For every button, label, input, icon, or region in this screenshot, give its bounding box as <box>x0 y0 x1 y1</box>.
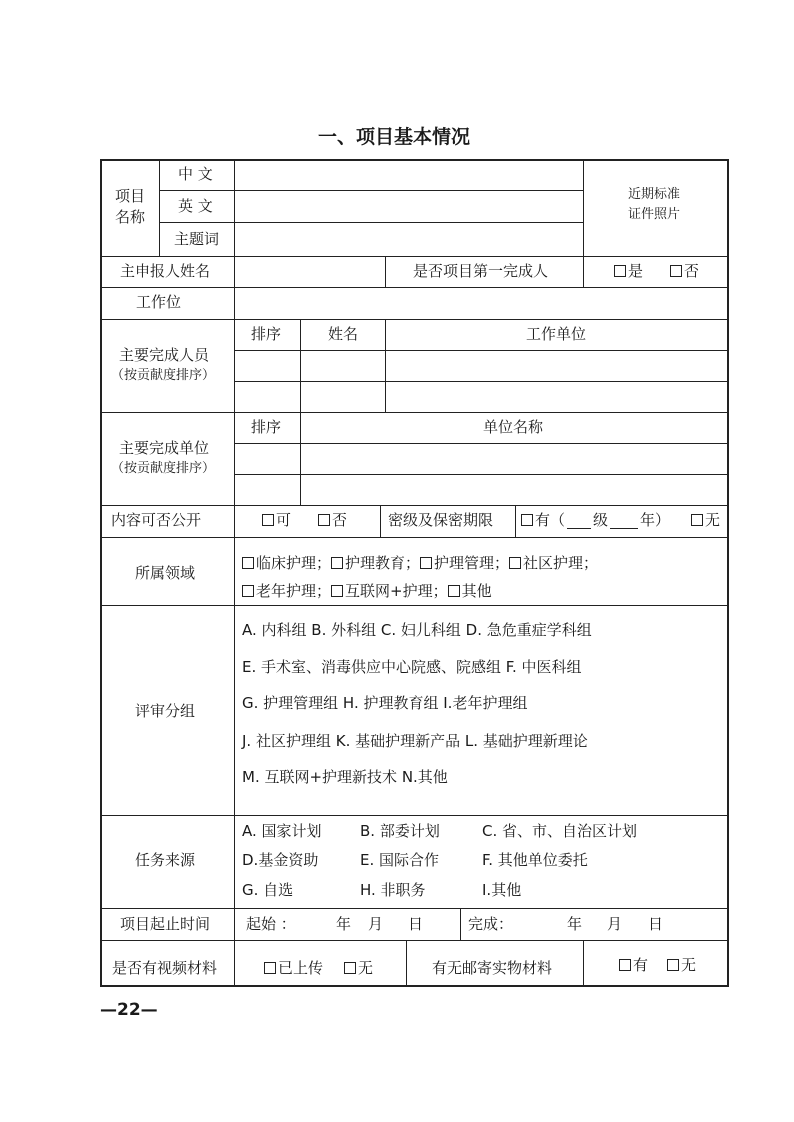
grid-line <box>583 256 584 287</box>
photo-label-2: 证件照片 <box>628 207 681 222</box>
first-completer-label: 是否项目第一完成人 <box>413 262 549 280</box>
checkbox-icon[interactable] <box>264 962 276 974</box>
option-label: 护理教育； <box>345 554 421 572</box>
members-note: （按贡献度排序） <box>111 368 216 383</box>
source-item: B. 部委计划 <box>360 822 440 840</box>
option-label: 互联网+护理； <box>345 582 448 600</box>
grid-line <box>234 940 235 986</box>
public-yes-option[interactable] <box>262 513 291 528</box>
mail-none-option[interactable] <box>667 958 696 973</box>
checkbox-icon[interactable] <box>691 514 703 526</box>
grid-line <box>100 412 729 413</box>
grid-line <box>234 381 729 382</box>
members-col-unit: 工作单位 <box>526 325 587 343</box>
finish-year: 年 <box>567 915 583 933</box>
period-label: 项目起止时间 <box>120 915 211 933</box>
review-line: M. 互联网+护理新技术 N.其他 <box>242 768 448 786</box>
field-option-internet[interactable] <box>331 582 448 600</box>
grid-line <box>583 159 584 256</box>
grid-line <box>234 474 729 475</box>
grid-line <box>234 443 729 444</box>
grid-line <box>234 505 235 537</box>
checkbox-icon[interactable] <box>619 959 631 971</box>
option-label: 可 <box>276 511 292 529</box>
option-label: 老年护理； <box>256 582 332 600</box>
grid-line <box>380 505 381 537</box>
checkbox-icon[interactable] <box>614 265 626 277</box>
keywords-label: 主题词 <box>174 230 220 248</box>
option-label: 有 <box>633 956 649 974</box>
public-no-option[interactable] <box>318 513 347 528</box>
field-option-elderly[interactable] <box>242 582 331 600</box>
units-col-name: 单位名称 <box>483 418 544 436</box>
grid-line <box>234 287 235 319</box>
secret-none-option[interactable] <box>691 513 720 528</box>
option-label: 无 <box>705 511 721 529</box>
secret-level-label: 级 <box>593 511 609 529</box>
option-label: 已上传 <box>278 959 324 977</box>
grid-line <box>583 940 584 986</box>
grid-line <box>159 190 583 191</box>
start-label: 起始 ： <box>246 915 296 933</box>
grid-line <box>100 505 729 506</box>
grid-line <box>100 287 729 288</box>
grid-line <box>159 222 583 223</box>
secret-level-blank[interactable] <box>567 528 591 529</box>
video-none-option[interactable] <box>344 961 373 976</box>
units-note: （按贡献度排序） <box>111 461 216 476</box>
finish-day: 日 <box>648 915 664 933</box>
grid-line <box>100 537 729 538</box>
source-label: 任务来源 <box>135 851 196 869</box>
first-no-option[interactable] <box>670 264 699 279</box>
source-item: A. 国家计划 <box>242 822 322 840</box>
table-border-top <box>100 159 729 161</box>
grid-line <box>234 537 235 606</box>
grid-line <box>234 412 235 505</box>
table-border-left <box>100 159 102 987</box>
chinese-label: 中 文 <box>178 165 213 183</box>
public-label: 内容可否公开 <box>111 511 202 529</box>
english-label: 英 文 <box>178 197 213 215</box>
mail-have-option[interactable] <box>619 958 648 973</box>
units-col-order: 排序 <box>251 418 282 436</box>
grid-line <box>100 815 729 816</box>
grid-line <box>300 412 301 505</box>
source-item: I.其他 <box>482 881 522 899</box>
option-label: 无 <box>358 959 374 977</box>
units-label: 主要完成单位 <box>119 439 210 457</box>
field-options-line1 <box>242 556 598 571</box>
review-line: J. 社区护理组 K. 基础护理新产品 L. 基础护理新理论 <box>242 732 588 750</box>
checkbox-icon[interactable] <box>448 585 460 597</box>
grid-line <box>234 319 235 412</box>
option-label: 护理管理； <box>434 554 510 572</box>
project-name-label-2: 名称 <box>115 208 146 226</box>
grid-line <box>234 350 729 351</box>
mail-material-label: 有无邮寄实物材料 <box>432 959 553 977</box>
field-option-other[interactable] <box>448 582 492 600</box>
video-uploaded-option[interactable] <box>264 961 323 976</box>
grid-line <box>234 159 235 256</box>
table-border-right <box>727 159 729 987</box>
secret-label: 密级及保密期限 <box>388 511 494 529</box>
review-line: E. 手术室、消毒供应中心院感、院感组 F. 中医科组 <box>242 658 582 676</box>
secret-year-label: 年） <box>640 511 671 529</box>
members-label: 主要完成人员 <box>119 346 210 364</box>
source-item: C. 省、市、自治区计划 <box>482 822 638 840</box>
grid-line <box>385 256 386 287</box>
source-item: F. 其他单位委托 <box>482 851 588 869</box>
checkbox-icon[interactable] <box>521 514 533 526</box>
grid-line <box>100 319 729 320</box>
checkbox-icon[interactable] <box>670 265 682 277</box>
finish-month: 月 <box>607 915 623 933</box>
grid-line <box>385 319 386 412</box>
first-yes-option[interactable] <box>614 264 643 279</box>
start-month: 月 <box>368 915 384 933</box>
grid-line <box>234 605 235 816</box>
option-label: 临床护理； <box>256 554 332 572</box>
checkbox-icon[interactable] <box>331 557 343 569</box>
page-number: —22— <box>100 1000 158 1020</box>
option-label: 其他 <box>461 582 492 600</box>
field-option-community[interactable] <box>509 554 598 572</box>
grid-line <box>100 908 729 909</box>
source-item: H. 非职务 <box>360 881 426 899</box>
option-label: 否 <box>332 511 348 529</box>
source-item: D.基金资助 <box>242 851 319 869</box>
grid-line <box>100 256 729 257</box>
field-option-management[interactable] <box>420 554 509 572</box>
review-line: A. 内科组 B. 外科组 C. 妇儿科组 D. 急危重症学科组 <box>242 621 592 639</box>
checkbox-icon[interactable] <box>667 959 679 971</box>
field-option-education[interactable] <box>331 554 420 572</box>
start-day: 日 <box>408 915 424 933</box>
finish-label: 完成： <box>468 915 514 933</box>
members-col-name: 姓名 <box>328 325 359 343</box>
grid-line <box>515 505 516 537</box>
grid-line <box>406 940 407 986</box>
page-title: 一、项目基本情况 <box>318 126 471 148</box>
grid-line <box>159 159 160 256</box>
option-label: 无 <box>681 956 697 974</box>
secret-year-blank[interactable] <box>610 528 638 529</box>
field-options-line2 <box>242 584 492 599</box>
grid-line <box>460 908 461 940</box>
field-option-clinical[interactable] <box>242 554 331 572</box>
checkbox-icon[interactable] <box>242 585 254 597</box>
grid-line <box>234 908 235 940</box>
project-name-label: 项目 <box>115 187 146 205</box>
video-label: 是否有视频材料 <box>112 959 218 977</box>
review-label: 评审分组 <box>135 702 196 720</box>
grid-line <box>300 319 301 412</box>
checkbox-icon[interactable] <box>344 962 356 974</box>
checkbox-icon[interactable] <box>242 557 254 569</box>
checkbox-icon[interactable] <box>420 557 432 569</box>
option-label: 否 <box>684 262 700 280</box>
option-label: 社区护理； <box>523 554 599 572</box>
grid-line <box>234 815 235 908</box>
checkbox-icon[interactable] <box>318 514 330 526</box>
source-item: E. 国际合作 <box>360 851 440 869</box>
option-label: 有（ <box>535 511 566 529</box>
secret-have-option[interactable] <box>521 513 565 528</box>
option-label: 是 <box>628 262 644 280</box>
table-border-bottom <box>100 985 729 987</box>
work-unit-label: 工作位 <box>136 293 182 311</box>
checkbox-icon[interactable] <box>509 557 521 569</box>
checkbox-icon[interactable] <box>262 514 274 526</box>
members-col-order: 排序 <box>251 325 282 343</box>
start-year: 年 <box>336 915 352 933</box>
field-label: 所属领域 <box>135 564 196 582</box>
source-item: G. 自选 <box>242 881 294 899</box>
grid-line <box>100 940 729 941</box>
grid-line <box>234 256 235 287</box>
applicant-label: 主申报人姓名 <box>120 262 211 280</box>
checkbox-icon[interactable] <box>331 585 343 597</box>
review-line: G. 护理管理组 H. 护理教育组 I.老年护理组 <box>242 694 528 712</box>
grid-line <box>100 605 729 606</box>
photo-label: 近期标准 <box>628 187 681 202</box>
